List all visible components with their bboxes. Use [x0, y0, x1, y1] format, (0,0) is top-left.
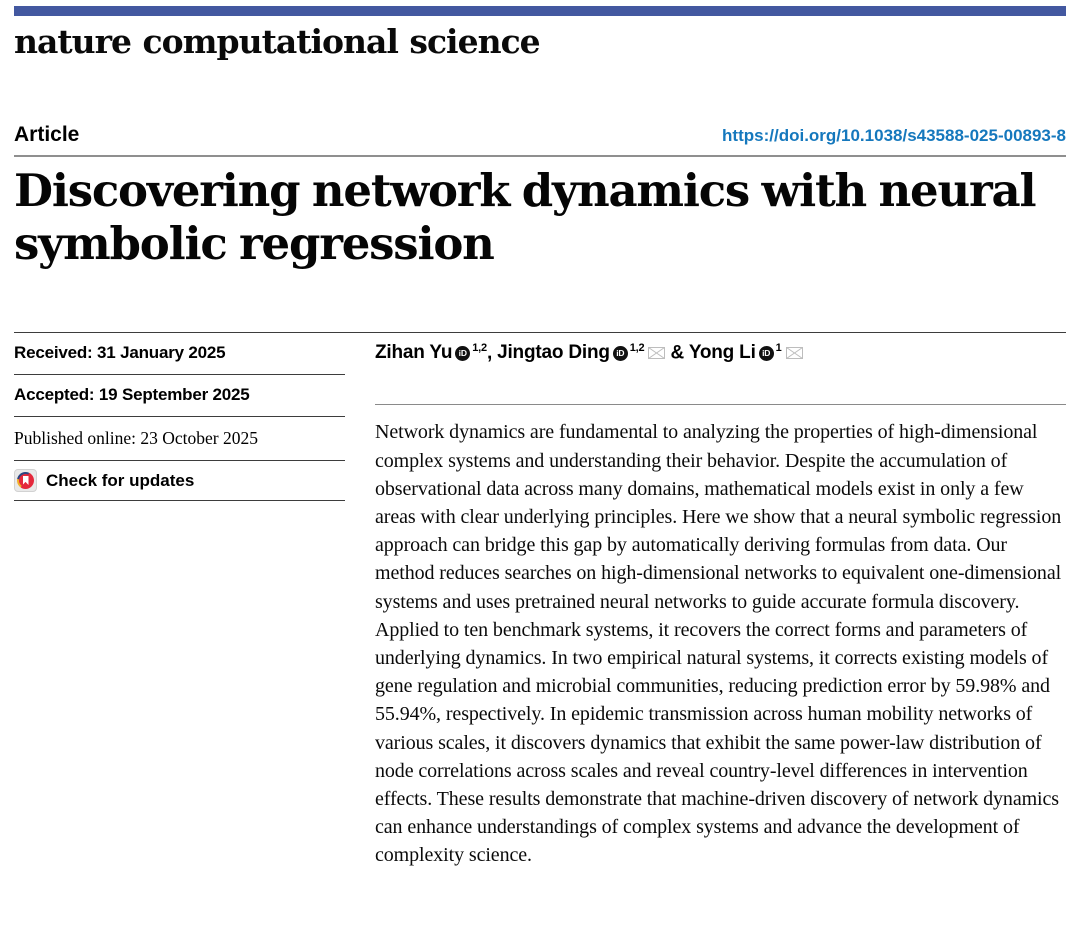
article-first-page [0, 6, 1080, 870]
author-name: Yong Li [688, 342, 756, 364]
affiliation-superscript: 1 [775, 342, 782, 354]
author [375, 342, 487, 363]
orcid-icon[interactable]: iD [613, 346, 628, 361]
article-type-label: Article [14, 123, 80, 146]
author [689, 342, 803, 363]
abstract-text: Network dynamics are fundamental to analyzing the properties of high-dimensional complex systems and understanding their behavior. Despite the accumulation of observational data across many domains, mathematical models exist in only a few areas with clear underlying principles. Here we show that a neural symbolic regression approach can bridge this gap by automatically deriving formulas from data. Our method reduces searches on high-dimensional networks to equivalent one-dimensional systems and uses pretrained neural networks to guide accurate formula discovery. Applied to ten benchmark systems, it recovers the correct forms and parameters of underlying dynamics. In two empirical natural systems, it corrects existing models of gene regulation and microbial communities, reducing prediction error by 59.98% and 55.94%, respectively. In epidemic transmission across human mobility networks of various scales, it discovers dynamics that exhibit the same power-law distribution of node correlations across scales and reveal country-level differences in intervention effects. These results demonstrate that machine-driven discovery of network dynamics can enhance understandings of complex systems and advance the development of complexity science. [375, 421, 1062, 867]
email-icon[interactable] [786, 347, 803, 359]
article-title: Discovering network dynamics with neural symbolic regression [14, 164, 1036, 270]
author [497, 342, 665, 363]
accepted-date: Accepted: 19 September 2025 [14, 375, 345, 417]
affiliation-superscript: 1,2 [629, 342, 645, 354]
author-line [375, 333, 1066, 364]
email-icon[interactable] [648, 347, 665, 359]
content-grid [14, 332, 1066, 870]
crossmark-icon [14, 469, 37, 492]
orcid-icon[interactable]: iD [455, 346, 470, 361]
header-divider [14, 155, 1066, 157]
orcid-icon[interactable]: iD [759, 346, 774, 361]
author-separator: , [486, 342, 498, 364]
author-name: Jingtao Ding [497, 342, 610, 364]
published-online-date: Published online: 23 October 2025 [14, 417, 345, 461]
journal-brand-bar [14, 6, 1066, 16]
check-for-updates-label: Check for updates [46, 470, 195, 490]
journal-name: nature computational science [14, 22, 540, 61]
author-separator: & [665, 342, 689, 364]
author-name: Zihan Yu [375, 342, 453, 364]
article-header-row [14, 123, 1066, 147]
bookmark-glyph [23, 476, 29, 485]
metadata-sidebar [14, 333, 345, 870]
abstract-section [375, 404, 1066, 869]
affiliation-superscript: 1,2 [472, 342, 487, 354]
article-body-column [375, 333, 1066, 870]
check-for-updates-badge[interactable] [14, 461, 345, 501]
received-date: Received: 31 January 2025 [14, 333, 345, 375]
doi-link[interactable]: https://doi.org/10.1038/s43588-025-00893-8 [722, 126, 1066, 145]
